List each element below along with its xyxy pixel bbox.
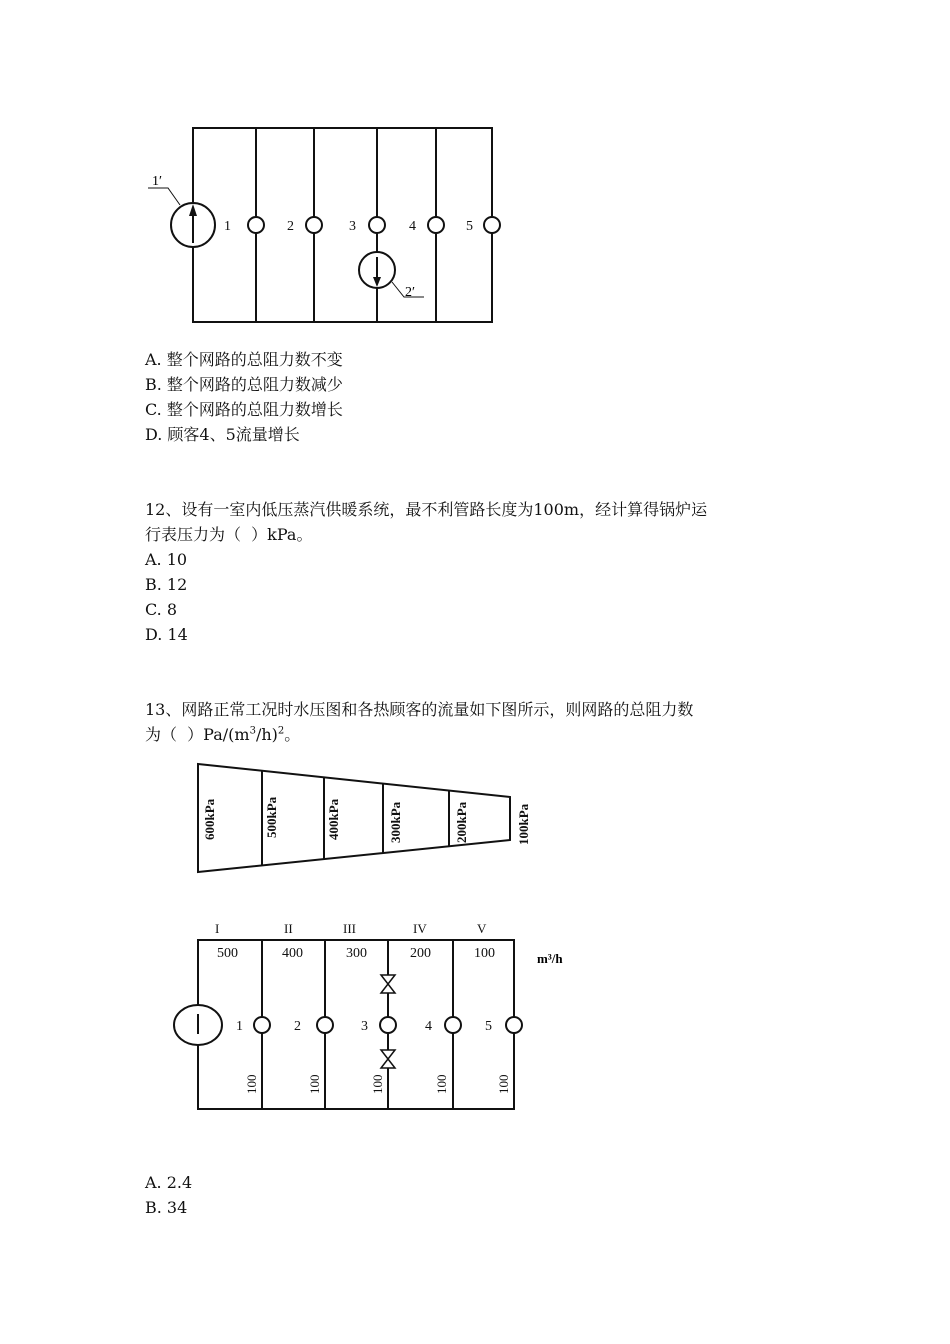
section-flow: 400 — [282, 946, 303, 961]
user-label: 4 — [409, 219, 416, 234]
user-label: 1 — [224, 219, 231, 234]
option-c[interactable]: C. 8 — [145, 600, 178, 619]
user-flow: 100 — [434, 1074, 449, 1094]
section-flow: 300 — [346, 946, 367, 961]
section-roman: IV — [413, 921, 427, 936]
pressure-label: 300kPa — [388, 801, 403, 843]
user-label: 5 — [466, 219, 473, 234]
branch-pump-label: 2′ — [405, 285, 416, 300]
user-circle — [428, 217, 444, 233]
user-flow: 100 — [370, 1074, 385, 1094]
pressure-label: 200kPa — [454, 801, 469, 843]
user-label: 3 — [349, 219, 356, 234]
user-label: 4 — [425, 1019, 432, 1034]
flow-unit: m³/h — [537, 951, 563, 966]
user-label: 3 — [361, 1019, 368, 1034]
section-roman: V — [477, 921, 487, 936]
main-pump-label: 1′ — [152, 174, 163, 189]
user-label: 1 — [236, 1019, 243, 1034]
user-circle — [369, 217, 385, 233]
option-b[interactable]: B. 整个网路的总阻力数减少 — [145, 375, 343, 394]
section-flow: 200 — [410, 946, 431, 961]
user-circle — [317, 1017, 333, 1033]
user-label: 5 — [485, 1019, 492, 1034]
section-flow: 100 — [474, 946, 495, 961]
user-label: 2 — [287, 219, 294, 234]
section-roman: II — [284, 921, 293, 936]
section-roman: I — [215, 921, 220, 936]
option-a[interactable]: A. 整个网路的总阻力数不变 — [145, 350, 343, 369]
option-c[interactable]: C. 整个网路的总阻力数增长 — [145, 400, 343, 419]
question-13-stem-cont: 为（ ）$Pa/(m^3/h)^2$。 — [145, 725, 301, 744]
section-roman: III — [343, 921, 356, 936]
pressure-label: 600kPa — [202, 798, 217, 840]
pressure-diagram-q13 — [190, 758, 540, 883]
option-b[interactable]: B. 34 — [145, 1198, 188, 1217]
user-flow: 100 — [307, 1074, 322, 1094]
user-flow: 100 — [244, 1074, 259, 1094]
question-12-stem: 12、设有一室内低压蒸汽供暖系统，最不利管路长度为100m，经计算得锅炉运 — [145, 500, 708, 519]
pressure-label: 100kPa — [516, 803, 531, 845]
user-circle — [254, 1017, 270, 1033]
option-a[interactable]: A. 2.4 — [145, 1173, 193, 1192]
question-12-stem-cont: 行表压力为（ ）kPa。 — [145, 525, 313, 544]
option-a[interactable]: A. 10 — [145, 550, 188, 569]
option-b[interactable]: B. 12 — [145, 575, 188, 594]
user-flow: 100 — [496, 1074, 511, 1094]
question-13-stem: 13、网路正常工况时水压图和各热顾客的流量如下图所示，则网路的总阻力数 — [145, 700, 694, 719]
user-circle — [306, 217, 322, 233]
network-diagram-q13 — [165, 915, 585, 1115]
user-circle — [445, 1017, 461, 1033]
user-circle — [484, 217, 500, 233]
valve-icon — [381, 1050, 395, 1068]
option-d[interactable]: D. 14 — [145, 625, 188, 644]
option-d[interactable]: D. 顾客4、5流量增长 — [145, 425, 300, 444]
user-circle — [380, 1017, 396, 1033]
pressure-label: 500kPa — [264, 796, 279, 838]
user-label: 2 — [294, 1019, 301, 1034]
pressure-label: 400kPa — [326, 798, 341, 840]
valve-icon — [381, 975, 395, 993]
user-circle — [506, 1017, 522, 1033]
network-diagram-q11 — [140, 115, 520, 335]
section-flow: 500 — [217, 946, 238, 961]
user-circle — [248, 217, 264, 233]
